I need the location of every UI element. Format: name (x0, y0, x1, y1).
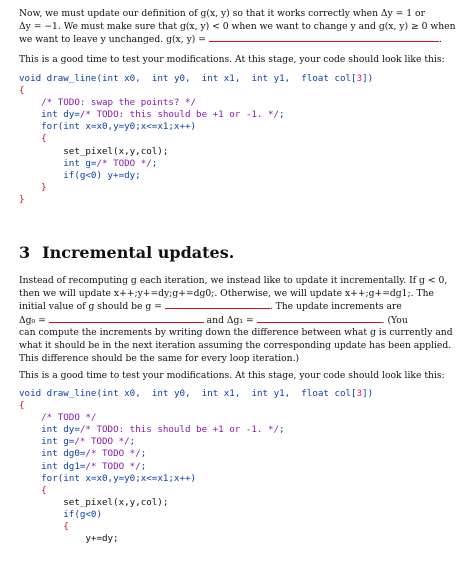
answer-blank (49, 314, 204, 323)
code-text: ; (279, 109, 285, 121)
keyword: int (63, 472, 80, 484)
keyword: int (102, 73, 119, 84)
text-line: Instead of recomputing g each iteration, we instead like to update it incrementally. If g < 0, (19, 275, 448, 286)
code-line (19, 158, 373, 170)
text-line: Now, we must update our definition of g(x, y) so that it works correctly when Δy = 1 or (19, 8, 425, 19)
code-block-1 (19, 73, 373, 206)
code-text: x=x0,y=y0;x<=x1;x++) (79, 121, 197, 133)
code-text: ]) (362, 73, 374, 84)
code-comment: /* TODO */ (85, 448, 141, 460)
keyword: int (19, 448, 58, 460)
keyword: int (201, 73, 219, 84)
code-text: ; (140, 460, 147, 472)
code-line: set_pixel(x,y,col); (19, 496, 169, 508)
code-line: } (19, 193, 25, 205)
code-line: { (19, 400, 25, 412)
text-span: . The update increments are (269, 301, 402, 313)
code-text: draw_line( (41, 73, 102, 84)
code-text: col[ (328, 388, 357, 399)
code-text: y0, (168, 388, 202, 399)
keyword: for (19, 472, 58, 484)
code-line: { (19, 484, 47, 496)
keyword: int (19, 436, 58, 448)
intro-paragraph (19, 8, 459, 47)
code-line (19, 170, 373, 182)
code-comment: /* TODO: this should be +1 or -1. */ (79, 109, 280, 121)
section-number: 3 (19, 243, 31, 262)
code-line (19, 109, 373, 121)
answer-blank (209, 33, 439, 42)
keyword: int (201, 388, 219, 399)
number: 3 (356, 73, 363, 84)
code-line (19, 424, 373, 436)
code-comment: /* TODO */ (85, 460, 141, 472)
keyword: if (19, 508, 75, 520)
number: 3 (356, 388, 363, 399)
text-line (19, 300, 459, 314)
keyword: float (301, 73, 329, 84)
code-block-2 (19, 388, 373, 545)
code-comment: /* TODO */ (74, 436, 130, 448)
code-text: x0, (118, 73, 152, 84)
keyword: int (251, 388, 269, 399)
keyword: float (301, 388, 329, 399)
keyword: int (19, 157, 80, 169)
code-text: ( (57, 472, 64, 484)
text-line (19, 314, 459, 328)
code-text: ; (140, 448, 147, 460)
keyword: void (19, 73, 42, 84)
code-text: g= (57, 436, 75, 448)
keyword: int (102, 388, 119, 399)
code-line (19, 448, 373, 460)
code-line (19, 509, 373, 521)
text-span: . (You (381, 314, 408, 326)
code-text: dy= (57, 424, 80, 436)
text-span: initial value of g should be g = (19, 301, 162, 313)
code-text: col[ (328, 73, 357, 84)
keyword: void (19, 388, 42, 399)
keyword: int (19, 109, 58, 121)
text-span: and Δg₁ = (206, 314, 254, 326)
code-text: y1, (268, 73, 302, 84)
code-text: ; (151, 157, 158, 169)
text-span: we want to leave y unchanged. g(x, y) = (19, 34, 206, 46)
text-line: Δy = −1. We must make sure that g(x, y) < 0 when we want to change y and g(x, y) ≥ 0 when (19, 20, 456, 32)
code-line: set_pixel(x,y,col); (19, 145, 169, 157)
code-text: ; (129, 436, 136, 448)
incremental-paragraph (19, 275, 459, 365)
code-comment: /* TODO: this should be +1 or -1. */ (79, 424, 280, 436)
test-instruction: This is a good time to test your modifications. At this stage, your code should look like this: (19, 54, 445, 65)
text-line: then we will update x++;y+=dy;g+=dg0;. Otherwise, we will update x++;g+=dg1;. The (19, 287, 434, 299)
code-text: g= (79, 157, 97, 169)
answer-blank (257, 314, 382, 323)
keyword: int (151, 388, 169, 399)
code-text: ]) (362, 388, 374, 399)
code-line: y+=dy; (19, 533, 119, 545)
code-text: y1, (268, 388, 302, 399)
code-line (19, 436, 373, 448)
code-text: x0, (118, 388, 152, 399)
code-text: draw_line( (41, 388, 102, 399)
code-text: ; (279, 424, 285, 436)
code-line: { (19, 85, 25, 97)
code-text: (g<0) y+=dy; (74, 169, 141, 181)
code-text: ( (57, 121, 64, 133)
code-comment: /* TODO: swap the points? */ (19, 97, 197, 109)
keyword: int (19, 424, 58, 436)
code-text: x1, (218, 388, 252, 399)
section-heading (19, 243, 234, 262)
code-line: { (19, 521, 69, 533)
code-line (19, 473, 373, 485)
keyword: int (63, 121, 80, 133)
text-span: Δg₀ = (19, 314, 46, 326)
code-line: } (19, 181, 47, 193)
code-line (19, 461, 373, 473)
code-text: y0, (168, 73, 202, 84)
keyword: int (251, 73, 269, 84)
test-instruction: This is a good time to test your modifications. At this stage, your code should look like this: (19, 370, 445, 381)
text-line: This difference should be the same for every loop iteration.) (19, 352, 300, 364)
section-title: Incremental updates. (42, 243, 235, 262)
code-text: x1, (218, 73, 252, 84)
code-text: dg1= (57, 460, 86, 472)
text-line: we want to leave y unchanged. g(x, y) = . (19, 34, 442, 46)
keyword: if (19, 169, 75, 181)
keyword: int (19, 460, 58, 472)
code-line (19, 388, 373, 400)
code-line (19, 73, 373, 85)
code-line (19, 121, 373, 133)
code-comment: /* TODO */ (19, 412, 97, 424)
code-comment: /* TODO */ (96, 157, 152, 169)
code-line: { (19, 133, 47, 145)
text-line: can compute the increments by writing down the difference between what g is currently and (19, 327, 453, 339)
text-line: what it should be in the next iteration assuming the corresponding update has been applied. (19, 339, 452, 351)
code-text: (g<0) (74, 508, 102, 520)
keyword: int (151, 73, 169, 84)
keyword: for (19, 121, 58, 133)
answer-blank (165, 300, 270, 309)
code-text: x=x0,y=y0;x<=x1;x++) (79, 472, 197, 484)
code-text: dy= (57, 109, 80, 121)
code-text: dg0= (57, 448, 86, 460)
